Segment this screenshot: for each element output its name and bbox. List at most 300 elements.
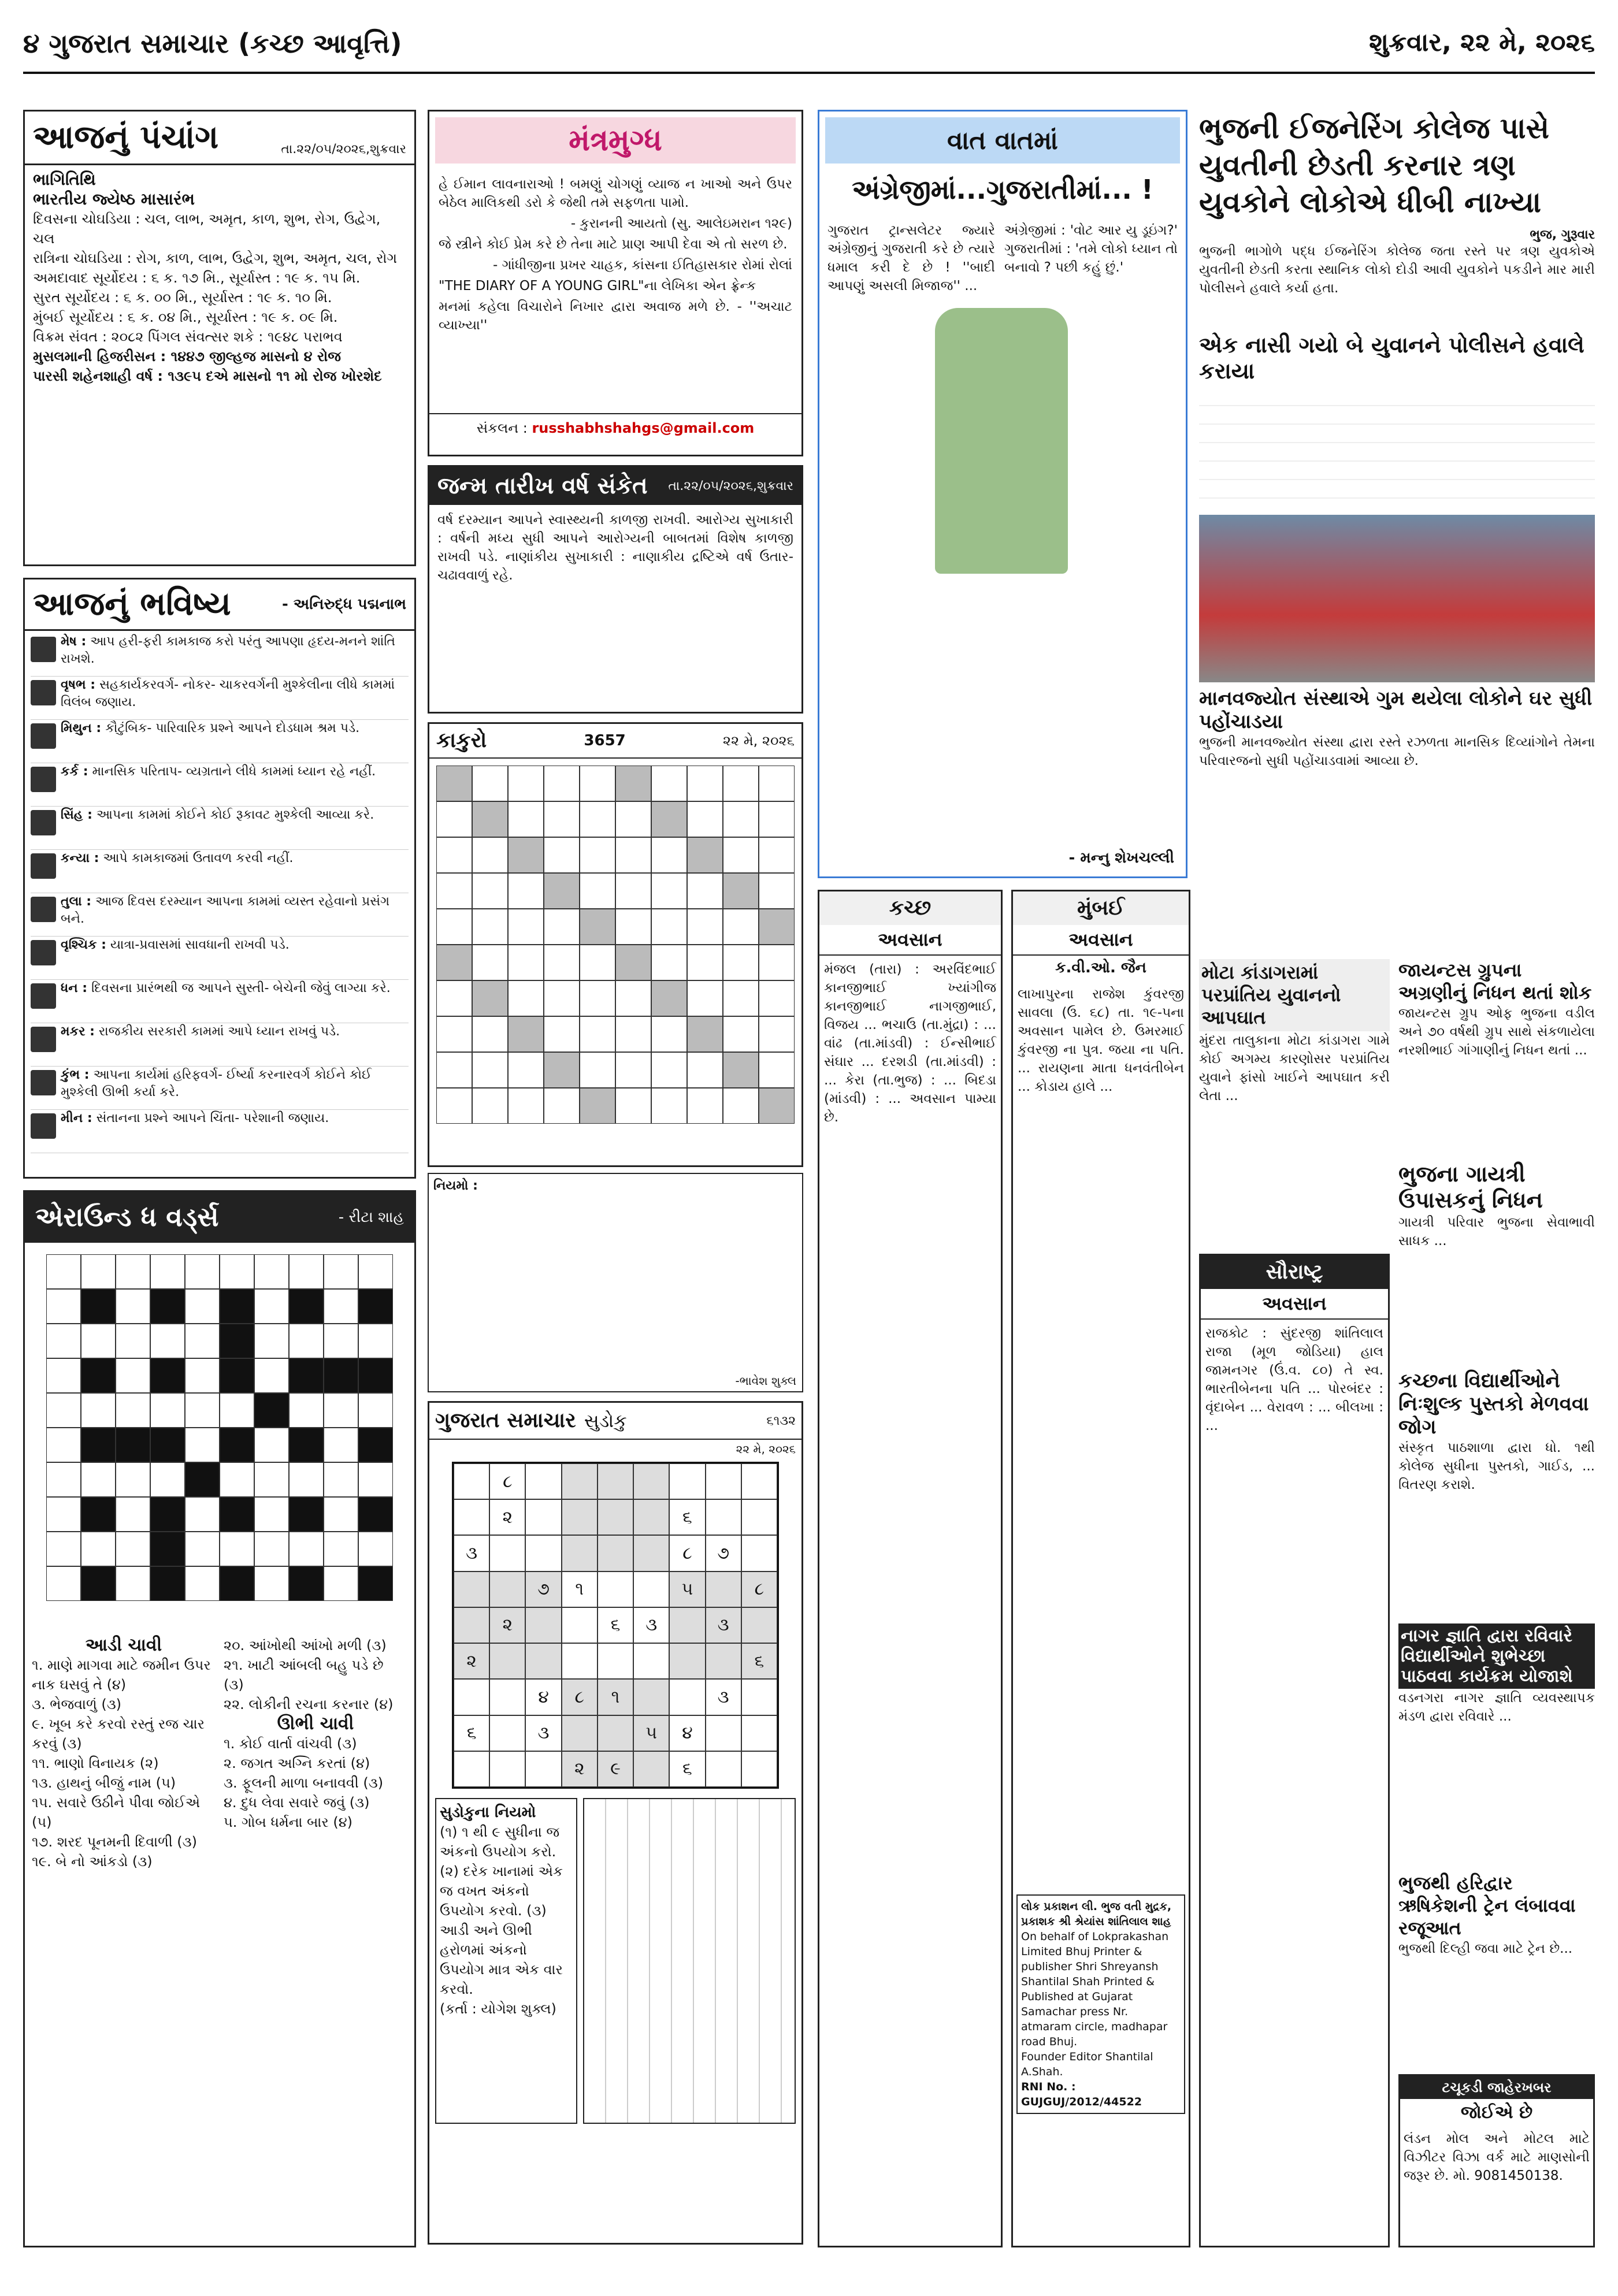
sudoku-cell[interactable]: ૬ [669, 1499, 705, 1535]
sudoku-cell[interactable] [454, 1679, 489, 1715]
word-cell[interactable] [150, 1358, 185, 1393]
kakuro-cell[interactable] [723, 1052, 759, 1088]
word-cell[interactable] [289, 1462, 324, 1497]
kakuro-cell[interactable] [544, 766, 580, 801]
bhuj-subhead: એક નાસી ગયો બે યુવાનને પોલીસને હવાલે કરાયા [1199, 332, 1584, 384]
word-cell[interactable] [324, 1428, 358, 1462]
sudoku-cell[interactable] [741, 1535, 777, 1571]
sudoku-grid[interactable] [452, 1462, 779, 1789]
vidyarthi-story [1398, 1369, 1595, 1612]
kakuro-cell[interactable] [580, 873, 615, 909]
sudoku-cell[interactable] [598, 1499, 633, 1535]
kakuro-cell[interactable] [580, 1016, 615, 1052]
sudoku-cell[interactable] [525, 1499, 561, 1535]
word-cell[interactable] [254, 1532, 289, 1566]
word-cell[interactable] [220, 1289, 254, 1324]
kakuro-cell[interactable] [544, 873, 580, 909]
sudoku-cell[interactable]: ૧ [562, 1571, 598, 1607]
sudoku-cell[interactable] [454, 1607, 489, 1643]
sudoku-cell[interactable] [669, 1463, 705, 1499]
kakuro-cell[interactable] [508, 909, 544, 945]
kakuro-cell[interactable] [615, 945, 651, 980]
kakuro-cell[interactable] [436, 1016, 472, 1052]
kakuro-cell[interactable] [508, 980, 544, 1016]
kakuro-cell[interactable] [687, 1016, 723, 1052]
kakuro-cell[interactable] [723, 1016, 759, 1052]
kakuro-cell[interactable] [615, 801, 651, 837]
kakuro-cell[interactable] [615, 1052, 651, 1088]
sudoku-cell[interactable] [741, 1499, 777, 1535]
word-cell[interactable] [289, 1428, 324, 1462]
word-cell[interactable] [358, 1254, 393, 1289]
word-cell[interactable] [324, 1462, 358, 1497]
kakuro-cell[interactable] [615, 909, 651, 945]
kakuro-cell[interactable] [687, 1088, 723, 1124]
word-cell[interactable] [116, 1532, 150, 1566]
sudoku-cell[interactable] [489, 1571, 525, 1607]
word-cell[interactable] [81, 1462, 116, 1497]
kakuro-cell[interactable] [508, 1016, 544, 1052]
kakuro-cell[interactable] [615, 980, 651, 1016]
kakuro-cell[interactable] [651, 837, 687, 873]
sudoku-cell[interactable] [454, 1571, 489, 1607]
word-cell[interactable] [46, 1462, 81, 1497]
sudoku-cell[interactable]: ૬ [454, 1715, 489, 1751]
sudoku-cell[interactable] [598, 1571, 633, 1607]
word-cell[interactable] [46, 1566, 81, 1601]
sudoku-cell[interactable]: ૬ [598, 1607, 633, 1643]
kakuro-cell[interactable] [436, 1052, 472, 1088]
word-cell[interactable] [289, 1324, 324, 1358]
word-cell[interactable] [324, 1566, 358, 1601]
sudoku-cell[interactable]: ૮ [562, 1679, 598, 1715]
kakuro-cell[interactable] [651, 766, 687, 801]
word-cell[interactable] [46, 1532, 81, 1566]
sudoku-cell[interactable] [633, 1571, 669, 1607]
sudoku-cell[interactable] [489, 1643, 525, 1679]
word-cell[interactable] [220, 1497, 254, 1532]
word-cell[interactable] [358, 1497, 393, 1532]
sudoku-cell[interactable] [525, 1607, 561, 1643]
word-cell[interactable] [116, 1324, 150, 1358]
word-cell[interactable] [150, 1497, 185, 1532]
kakuro-cell[interactable] [472, 873, 508, 909]
word-cell[interactable] [116, 1462, 150, 1497]
kakuro-cell[interactable] [723, 873, 759, 909]
sudoku-cell[interactable] [633, 1535, 669, 1571]
panchang-lines [25, 165, 414, 391]
word-cell[interactable] [254, 1393, 289, 1428]
kakuro-cell[interactable] [544, 801, 580, 837]
kakuro-cell[interactable] [544, 1088, 580, 1124]
kakuro-cell[interactable] [615, 1016, 651, 1052]
sudoku-cell[interactable]: ૫ [669, 1571, 705, 1607]
word-cell[interactable] [324, 1393, 358, 1428]
kakuro-cell[interactable] [472, 837, 508, 873]
word-cell[interactable] [358, 1289, 393, 1324]
kakuro-cell[interactable] [436, 980, 472, 1016]
kakuro-cell[interactable] [508, 837, 544, 873]
word-cell[interactable] [116, 1566, 150, 1601]
word-cell[interactable] [324, 1289, 358, 1324]
kakuro-cell[interactable] [580, 1088, 615, 1124]
kakuro-cell[interactable] [651, 873, 687, 909]
kakuro-cell[interactable] [436, 766, 472, 801]
sudoku-cell[interactable]: ૩ [706, 1679, 741, 1715]
kakuro-cell[interactable] [508, 873, 544, 909]
sudoku-cell[interactable] [706, 1643, 741, 1679]
sudoku-cell[interactable] [562, 1463, 598, 1499]
word-cell[interactable] [358, 1324, 393, 1358]
word-cell[interactable] [185, 1289, 220, 1324]
sudoku-cell[interactable] [669, 1679, 705, 1715]
kakuro-cell[interactable] [651, 945, 687, 980]
word-cell[interactable] [46, 1358, 81, 1393]
word-cell[interactable] [220, 1358, 254, 1393]
kakuro-cell[interactable] [651, 1088, 687, 1124]
word-cell[interactable] [254, 1324, 289, 1358]
kakuro-cell[interactable] [544, 980, 580, 1016]
kakuro-cell[interactable] [759, 1016, 795, 1052]
sudoku-cell[interactable] [525, 1463, 561, 1499]
sudoku-cell[interactable]: ૨ [489, 1607, 525, 1643]
word-cell[interactable] [116, 1393, 150, 1428]
sudoku-cell[interactable] [633, 1679, 669, 1715]
kakuro-cell[interactable] [723, 837, 759, 873]
sudoku-cell[interactable]: ૨ [562, 1751, 598, 1787]
panchang-line: ભાગિતિથિ [33, 170, 96, 189]
kakuro-cell[interactable] [687, 873, 723, 909]
sudoku-cell[interactable]: ૪ [525, 1679, 561, 1715]
word-cell[interactable] [358, 1428, 393, 1462]
sudoku-cell[interactable] [489, 1751, 525, 1787]
sudoku-cell[interactable]: ૮ [489, 1463, 525, 1499]
kakuro-cell[interactable] [651, 1052, 687, 1088]
sudoku-cell[interactable]: ૬ [669, 1751, 705, 1787]
word-cell[interactable] [289, 1497, 324, 1532]
sudoku-cell[interactable] [525, 1535, 561, 1571]
word-cell[interactable] [185, 1532, 220, 1566]
haridwar-story [1398, 1872, 1595, 2063]
kakuro-cell[interactable] [508, 1088, 544, 1124]
zodiac-icon [31, 897, 56, 922]
word-cell[interactable] [81, 1324, 116, 1358]
sudoku-cell[interactable]: ૩ [525, 1715, 561, 1751]
rashi-row [31, 1067, 409, 1110]
word-cell[interactable] [185, 1358, 220, 1393]
word-cell[interactable] [150, 1254, 185, 1289]
sudoku-cell[interactable]: ૮ [741, 1571, 777, 1607]
rashi-text: કુંભ : આપના કાર્યમાં હરિફવર્ગ- ઈર્ષ્યા કરનારવર્ગ કોઈને કોઈ મુશ્કેલી ઊભી કર્યા કરે. [61, 1068, 372, 1099]
word-cell[interactable] [289, 1254, 324, 1289]
word-cell[interactable] [116, 1497, 150, 1532]
panchang-line: રાત્રિના ચોઘડિયા : રોગ, કાળ, લાભ, ઉદ્વેગ, શુભ, અમૃત, ચલ, રોગ [33, 250, 398, 266]
sudoku-cell[interactable] [454, 1463, 489, 1499]
word-cell[interactable] [220, 1254, 254, 1289]
kakuro-cell[interactable] [759, 1052, 795, 1088]
kakuro-cell[interactable] [472, 766, 508, 801]
sudoku-cell[interactable]: ૩ [706, 1607, 741, 1643]
word-cell[interactable] [46, 1393, 81, 1428]
word-cell[interactable] [81, 1254, 116, 1289]
word-cell[interactable] [358, 1566, 393, 1601]
kakuro-cell[interactable] [508, 1052, 544, 1088]
word-cell[interactable] [324, 1532, 358, 1566]
sudoku-cell[interactable] [489, 1679, 525, 1715]
word-cell[interactable] [81, 1497, 116, 1532]
word-cell[interactable] [358, 1532, 393, 1566]
kakuro-cell[interactable] [615, 873, 651, 909]
kakuro-cell[interactable] [651, 1016, 687, 1052]
kakuro-cell[interactable] [651, 909, 687, 945]
word-cell[interactable] [150, 1324, 185, 1358]
sudoku-cell[interactable] [741, 1751, 777, 1787]
panchang-line: અમદાવાદ સૂર્યોદય : ૬ ક. ૧૭ મિ., સૂર્યાસ્ત : ૧૯ ક. ૧૫ મિ. [33, 270, 361, 286]
sudoku-cell[interactable]: ૩ [633, 1607, 669, 1643]
kakuro-cell[interactable] [723, 945, 759, 980]
word-cell[interactable] [358, 1358, 393, 1393]
word-cell[interactable] [81, 1289, 116, 1324]
word-cell[interactable] [220, 1393, 254, 1428]
sudoku-cell[interactable] [562, 1607, 598, 1643]
clue: ૧. માણે માગવા માટે જમીન ઉપર નાક ઘસવું તે (૪) [32, 1657, 211, 1693]
word-cell[interactable] [358, 1393, 393, 1428]
word-cell[interactable] [185, 1428, 220, 1462]
kakuro-cell[interactable] [759, 873, 795, 909]
kakuro-cell[interactable] [759, 766, 795, 801]
kakuro-cell[interactable] [687, 980, 723, 1016]
word-grid[interactable] [46, 1254, 393, 1624]
word-cell[interactable] [324, 1358, 358, 1393]
sudoku-cell[interactable] [706, 1571, 741, 1607]
word-cell[interactable] [220, 1324, 254, 1358]
kakuro-cell[interactable] [687, 766, 723, 801]
clue: ૨. જગત અગ્નિ કરતાં (૪) [224, 1755, 370, 1771]
sudoku-cell[interactable] [706, 1715, 741, 1751]
word-cell[interactable] [185, 1324, 220, 1358]
kakuro-cell[interactable] [472, 980, 508, 1016]
word-cell[interactable] [81, 1393, 116, 1428]
word-cell[interactable] [81, 1566, 116, 1601]
kakuro-cell[interactable] [759, 837, 795, 873]
word-cell[interactable] [289, 1393, 324, 1428]
kakuro-cell[interactable] [723, 909, 759, 945]
word-cell[interactable] [358, 1462, 393, 1497]
kakuro-cell[interactable] [544, 837, 580, 873]
kakuro-cell[interactable] [580, 766, 615, 801]
word-cell[interactable] [81, 1532, 116, 1566]
kakuro-cell[interactable] [580, 980, 615, 1016]
kakuro-cell[interactable] [436, 909, 472, 945]
word-cell[interactable] [116, 1428, 150, 1462]
word-cell[interactable] [324, 1324, 358, 1358]
bhuj-body-cont [1199, 388, 1595, 509]
kakuro-cell[interactable] [544, 909, 580, 945]
sudoku-cell[interactable] [489, 1535, 525, 1571]
word-cell[interactable] [150, 1289, 185, 1324]
sudoku-number: ૬૧૩૨ [766, 1413, 796, 1428]
word-cell[interactable] [185, 1254, 220, 1289]
word-cell[interactable] [220, 1532, 254, 1566]
sudoku-cell[interactable] [633, 1499, 669, 1535]
kakuro-cell[interactable] [472, 1052, 508, 1088]
sudoku-cell[interactable] [706, 1751, 741, 1787]
word-cell[interactable] [81, 1428, 116, 1462]
kakuro-cell[interactable] [759, 980, 795, 1016]
word-cell[interactable] [289, 1289, 324, 1324]
sudoku-cell[interactable] [706, 1499, 741, 1535]
word-cell[interactable] [150, 1462, 185, 1497]
word-cell[interactable] [185, 1497, 220, 1532]
word-cell[interactable] [254, 1462, 289, 1497]
kakuro-cell[interactable] [508, 945, 544, 980]
kakuro-cell[interactable] [472, 1016, 508, 1052]
kakuro-cell[interactable] [472, 1088, 508, 1124]
sudoku-cell[interactable] [562, 1535, 598, 1571]
kakuro-cell[interactable] [723, 980, 759, 1016]
sudoku-cell[interactable]: ૩ [454, 1535, 489, 1571]
kakuro-cell[interactable] [472, 909, 508, 945]
word-cell[interactable] [324, 1497, 358, 1532]
sudoku-cell[interactable] [741, 1715, 777, 1751]
word-cell[interactable] [150, 1532, 185, 1566]
word-cell[interactable] [254, 1428, 289, 1462]
word-cell[interactable] [150, 1428, 185, 1462]
word-cell[interactable] [185, 1462, 220, 1497]
word-cell[interactable] [46, 1428, 81, 1462]
kakuro-cell[interactable] [723, 1088, 759, 1124]
kakuro-cell[interactable] [436, 801, 472, 837]
kakuro-cell[interactable] [544, 945, 580, 980]
kakuro-cell[interactable] [615, 837, 651, 873]
word-cell[interactable] [185, 1566, 220, 1601]
sudoku-cell[interactable] [562, 1715, 598, 1751]
sudoku-cell[interactable] [633, 1463, 669, 1499]
kakuro-cell[interactable] [580, 1052, 615, 1088]
kakuro-cell[interactable] [615, 1088, 651, 1124]
sudoku-cell[interactable]: ૭ [706, 1535, 741, 1571]
word-cell[interactable] [116, 1254, 150, 1289]
sudoku-cell[interactable] [598, 1463, 633, 1499]
kakuro-cell[interactable] [615, 766, 651, 801]
kakuro-cell[interactable] [687, 945, 723, 980]
kakuro-cell[interactable] [436, 1088, 472, 1124]
word-cell[interactable] [220, 1462, 254, 1497]
word-cell[interactable] [254, 1497, 289, 1532]
word-cell[interactable] [150, 1393, 185, 1428]
sudoku-cell[interactable]: ૭ [525, 1571, 561, 1607]
sudoku-cell[interactable] [454, 1751, 489, 1787]
kakuro-cell[interactable] [508, 766, 544, 801]
kakuro-cell[interactable] [759, 909, 795, 945]
word-cell[interactable] [254, 1289, 289, 1324]
sudoku-cell[interactable]: ૪ [669, 1715, 705, 1751]
sudoku-cell[interactable]: ૯ [598, 1751, 633, 1787]
kakuro-cell[interactable] [580, 945, 615, 980]
word-cell[interactable] [254, 1358, 289, 1393]
sudoku-cell[interactable] [489, 1715, 525, 1751]
kakuro-cell[interactable] [687, 909, 723, 945]
sudoku-cell[interactable] [525, 1643, 561, 1679]
kakuro-cell[interactable] [687, 1052, 723, 1088]
word-cell[interactable] [116, 1358, 150, 1393]
kakuro-cell[interactable] [759, 945, 795, 980]
kakuro-cell[interactable] [651, 801, 687, 837]
word-cell[interactable] [289, 1532, 324, 1566]
sudoku-cell[interactable] [525, 1751, 561, 1787]
word-cell[interactable] [324, 1254, 358, 1289]
sudoku-cell[interactable] [741, 1607, 777, 1643]
word-cell[interactable] [150, 1566, 185, 1601]
sudoku-cell[interactable]: ૧ [598, 1679, 633, 1715]
word-cell[interactable] [254, 1566, 289, 1601]
word-cell[interactable] [116, 1289, 150, 1324]
sudoku-cell[interactable]: ૨ [489, 1499, 525, 1535]
word-cell[interactable] [220, 1428, 254, 1462]
kakuro-cell[interactable] [723, 766, 759, 801]
kakuro-cell[interactable] [544, 1016, 580, 1052]
word-cell[interactable] [289, 1358, 324, 1393]
sudoku-cell[interactable] [706, 1463, 741, 1499]
sudoku-cell[interactable] [562, 1643, 598, 1679]
sudoku-cell[interactable] [669, 1643, 705, 1679]
kakuro-cell[interactable] [687, 837, 723, 873]
mantra-contact: russhabhshahgs@gmail.com [532, 420, 755, 436]
sudoku-cell[interactable] [633, 1751, 669, 1787]
kakuro-cell[interactable] [759, 801, 795, 837]
sudoku-cell[interactable]: ૫ [633, 1715, 669, 1751]
sudoku-cell[interactable] [598, 1643, 633, 1679]
kakuro-cell[interactable] [544, 1052, 580, 1088]
kakuro-cell[interactable] [759, 1088, 795, 1124]
sudoku-cell[interactable] [598, 1535, 633, 1571]
word-cell[interactable] [254, 1254, 289, 1289]
sudoku-cell[interactable] [741, 1679, 777, 1715]
kakuro-cell[interactable] [472, 945, 508, 980]
word-cell[interactable] [220, 1566, 254, 1601]
word-cell[interactable] [46, 1254, 81, 1289]
sudoku-cell[interactable] [669, 1607, 705, 1643]
sudoku-cell[interactable] [562, 1499, 598, 1535]
kakuro-cell[interactable] [508, 801, 544, 837]
word-cell[interactable] [185, 1393, 220, 1428]
kakuro-grid[interactable] [436, 766, 795, 1141]
word-cell[interactable] [289, 1566, 324, 1601]
kakuro-cell[interactable] [723, 801, 759, 837]
word-cell[interactable] [46, 1289, 81, 1324]
kakuro-cell[interactable] [580, 801, 615, 837]
sudoku-cell[interactable]: ૨ [454, 1643, 489, 1679]
word-cell[interactable] [46, 1324, 81, 1358]
sudoku-cell[interactable] [454, 1499, 489, 1535]
sudoku-cell[interactable]: ૮ [669, 1535, 705, 1571]
sudoku-cell[interactable] [633, 1643, 669, 1679]
word-cell[interactable] [81, 1358, 116, 1393]
kakuro-cell[interactable] [436, 945, 472, 980]
sudoku-cell[interactable] [598, 1715, 633, 1751]
word-cell[interactable] [46, 1497, 81, 1532]
kakuro-cell[interactable] [687, 801, 723, 837]
sudoku-cell[interactable]: ૬ [741, 1643, 777, 1679]
kakuro-cell[interactable] [580, 909, 615, 945]
manav-headline: માનવજ્યોત સંસ્થાએ ગુમ થયેલા લોકોને ઘર સુધી પહોંચાડયા [1199, 687, 1593, 733]
sudoku-cell[interactable] [741, 1463, 777, 1499]
kakuro-cell[interactable] [436, 837, 472, 873]
kakuro-cell[interactable] [651, 980, 687, 1016]
kakuro-cell[interactable] [472, 801, 508, 837]
kakuro-cell[interactable] [436, 873, 472, 909]
kakuro-cell[interactable] [580, 837, 615, 873]
